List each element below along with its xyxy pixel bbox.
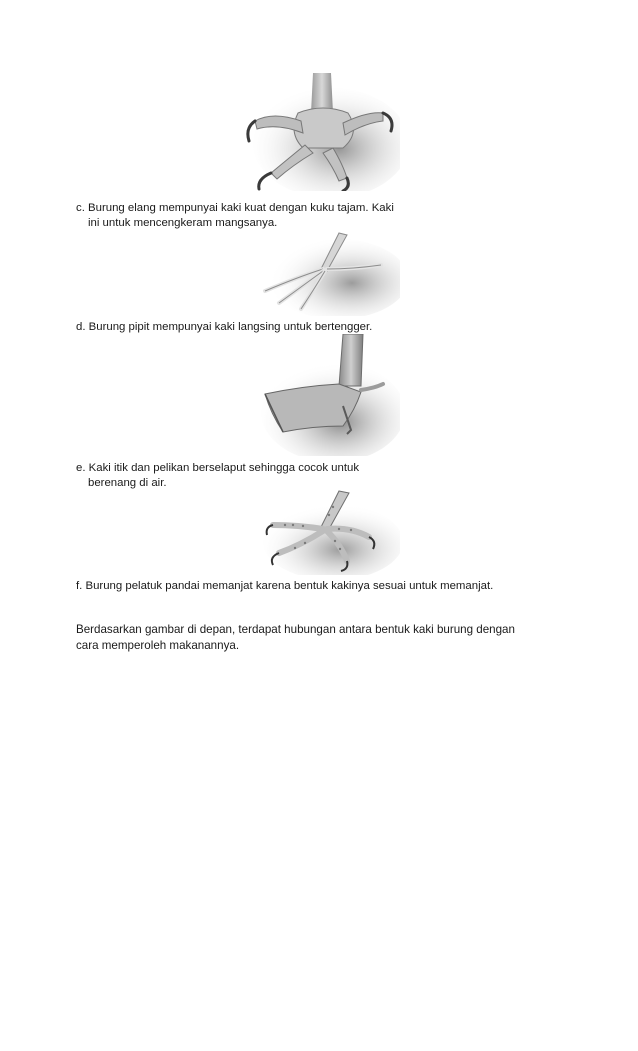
caption-eagle-line1: c. Burung elang mempunyai kaki kuat dengan kuku tajam. Kaki xyxy=(76,202,394,214)
caption-woodpecker xyxy=(76,579,493,594)
caption-sparrow-line1: d. Burung pipit mempunyai kaki langsing untuk bertengger. xyxy=(76,321,373,333)
duck-foot-drawing xyxy=(243,334,400,456)
conclusion-line1: Berdasarkan gambar di depan, terdapat hubungan antara bentuk kaki burung dengan xyxy=(76,623,515,636)
caption-eagle xyxy=(76,201,394,230)
woodpecker-foot-illustration xyxy=(243,487,400,575)
caption-duck-line2: berenang di air. xyxy=(88,476,167,489)
conclusion-paragraph xyxy=(76,622,576,653)
eagle-foot-illustration xyxy=(243,73,400,191)
sparrow-foot-illustration xyxy=(243,229,400,316)
caption-woodpecker-line1: f. Burung pelatuk pandai memanjat karena bentuk kakinya sesuai untuk memanjat. xyxy=(76,580,494,592)
caption-duck xyxy=(76,461,359,490)
caption-sparrow xyxy=(76,320,372,335)
duck-foot-illustration xyxy=(243,334,400,456)
eagle-foot-drawing xyxy=(243,73,400,191)
caption-duck-line1: e. Kaki itik dan pelikan berselaput sehingga cocok untuk xyxy=(76,462,360,474)
caption-eagle-line2: ini untuk mencengkeram mangsanya. xyxy=(88,216,278,229)
conclusion-line2: cara memperoleh makanannya. xyxy=(76,638,240,652)
sparrow-foot-drawing xyxy=(243,229,400,316)
woodpecker-foot-drawing xyxy=(243,487,400,575)
